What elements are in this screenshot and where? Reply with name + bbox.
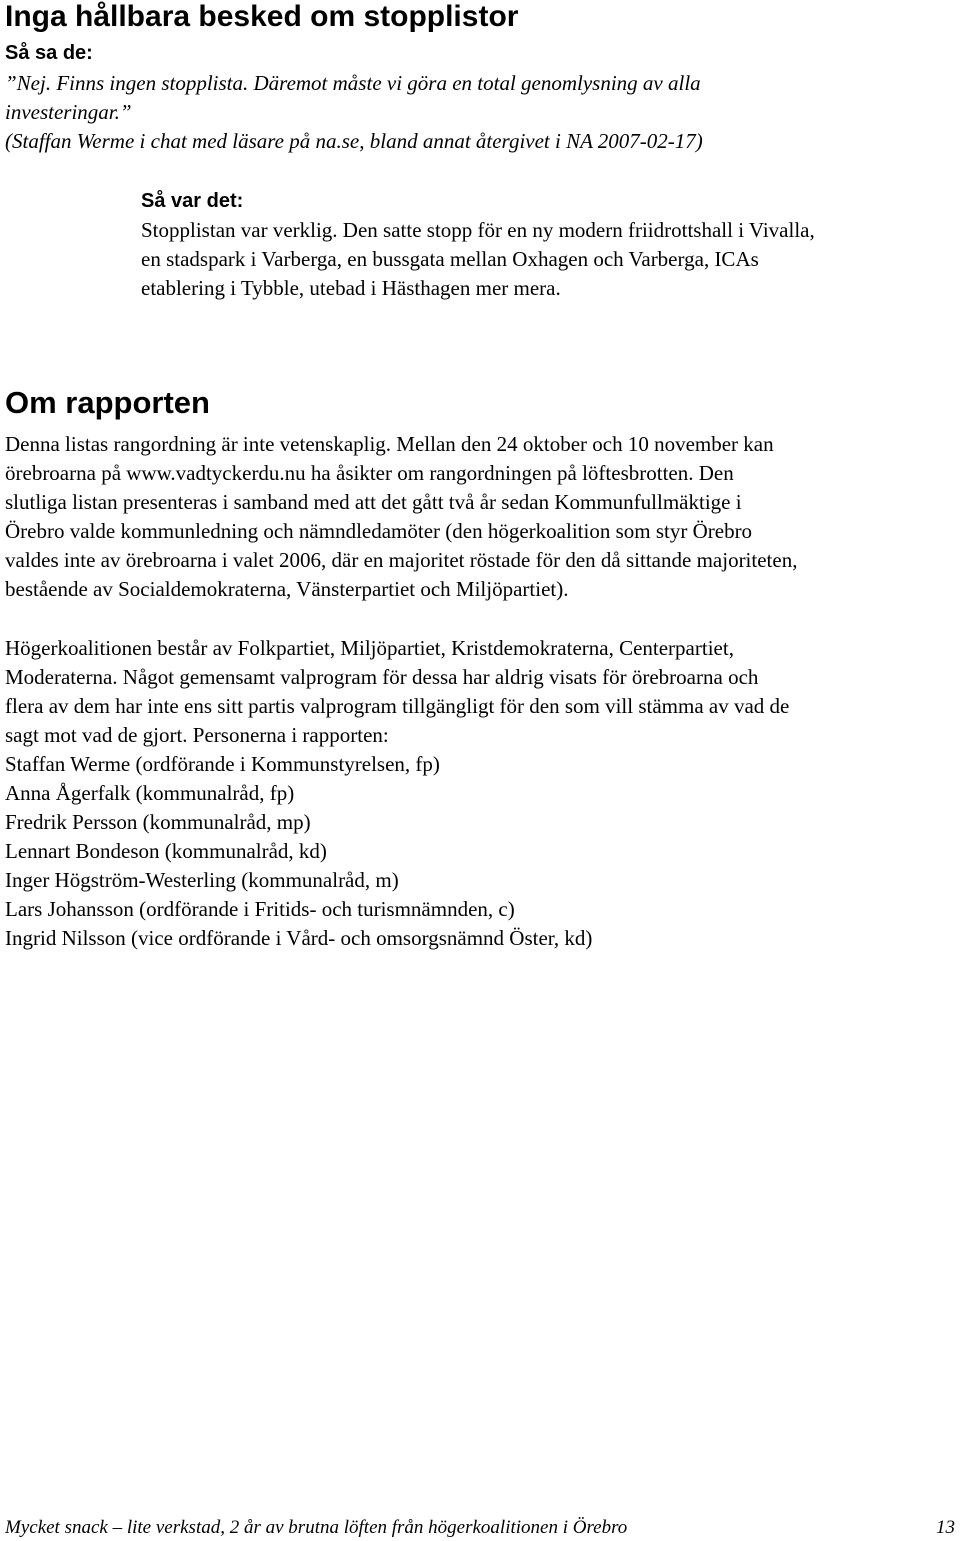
coalition-paragraph-line: Moderaterna. Något gemensamt valprogram för dessa har aldrig visats för örebroarna och xyxy=(5,665,759,689)
was-line: Stopplistan var verklig. Den satte stopp för en ny modern friidrottshall i Vivalla, xyxy=(141,218,815,242)
report-heading: Om rapporten xyxy=(5,385,210,420)
report-paragraph-line: Örebro valde kommunledning och nämndledamöter (den högerkoalition som styr Örebro xyxy=(5,519,753,543)
report-paragraph-line: Denna listas rangordning är inte vetenskaplig. Mellan den 24 oktober och 10 november kan xyxy=(5,432,774,456)
report-paragraph-line: valdes inte av örebroarna i valet 2006, där en majoritet röstade för den då sittande majoriteten, xyxy=(5,548,798,572)
page-number: 13 xyxy=(936,1517,955,1538)
quote-line: ”Nej. Finns ingen stopplista. Däremot måste vi göra en total genomlysning av alla xyxy=(5,71,701,95)
person-item: Ingrid Nilsson (vice ordförande i Vård- och omsorgsnämnd Öster, kd) xyxy=(5,926,593,950)
said-label: Så sa de: xyxy=(5,42,93,64)
page-heading: Inga hållbara besked om stopplistor xyxy=(5,0,519,33)
person-item: Inger Högström-Westerling (kommunalråd, m) xyxy=(5,868,399,892)
was-label: Så var det: xyxy=(141,190,244,212)
footer-title: Mycket snack – lite verkstad, 2 år av brutna löften från högerkoalitionen i Örebro xyxy=(5,1517,628,1538)
coalition-paragraph-line: flera av dem har inte ens sitt partis valprogram tillgängligt för den som vill stämma av vad de xyxy=(5,694,790,718)
person-item: Fredrik Persson (kommunalråd, mp) xyxy=(5,810,311,834)
person-item: Staffan Werme (ordförande i Kommunstyrelsen, fp) xyxy=(5,752,440,776)
report-paragraph-line: örebroarna på www.vadtyckerdu.nu ha åsikter om rangordningen på löftesbrotten. Den xyxy=(5,461,734,485)
quote-line: investeringar.” xyxy=(5,100,132,124)
quote-source: (Staffan Werme i chat med läsare på na.se, bland annat återgivet i NA 2007-02-17) xyxy=(5,129,703,153)
was-line: en stadspark i Varberga, en bussgata mellan Oxhagen och Varberga, ICAs xyxy=(141,247,759,271)
coalition-paragraph-line: sagt mot vad de gjort. Personerna i rapporten: xyxy=(5,723,389,747)
person-item: Lennart Bondeson (kommunalråd, kd) xyxy=(5,839,327,863)
person-item: Lars Johansson (ordförande i Fritids- och turismnämnden, c) xyxy=(5,897,515,921)
report-paragraph-line: slutliga listan presenteras i samband med att det gått två år sedan Kommunfullmäktige i xyxy=(5,490,742,514)
person-item: Anna Ågerfalk (kommunalråd, fp) xyxy=(5,781,295,805)
was-line: etablering i Tybble, utebad i Hästhagen mer mera. xyxy=(141,276,561,300)
report-paragraph-line: bestående av Socialdemokraterna, Vänsterpartiet och Miljöpartiet). xyxy=(5,577,569,601)
coalition-paragraph-line: Högerkoalitionen består av Folkpartiet, Miljöpartiet, Kristdemokraterna, Centerpartiet, xyxy=(5,636,734,660)
